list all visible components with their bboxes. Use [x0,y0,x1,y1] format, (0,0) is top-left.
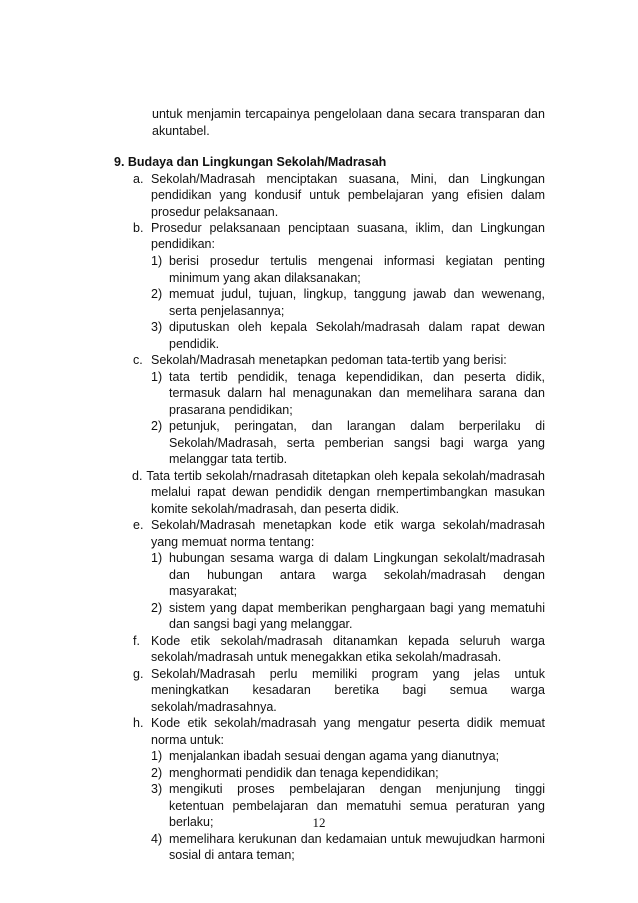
text-line: hubungan sesama warga di dalam Lingkungan sekolalt/madrasah [169,551,545,565]
text-line: pendidikan yang kondusif untuk pembelajaran yang efisien dalam [151,188,545,202]
text-line: mengikuti proses pembelajaran dengan menjunjung tinggi [169,782,545,796]
text-line: Sekolah/Madrasah, serta pemberian sangsi bagi warga yang [169,436,545,450]
text-line: prosedur pelaksanaan. [151,205,279,219]
text-line: yang memuat norma tentang: [151,535,315,549]
text-line: norma untuk: [151,733,224,747]
list-marker: 2) [151,601,163,615]
list-marker: 3) [151,782,163,796]
text-line: dan sangsi bagi yang melanggar. [169,617,353,631]
list-marker: 1) [151,749,163,763]
text-line: sekolah/madrasahnya. [151,700,277,714]
text-line: memuat judul, tujuan, lingkup, tanggung jawab dan wewenang, [169,287,545,301]
text-line: prasarana pendidikan; [169,403,293,417]
text-line: minimum yang akan dilaksanakan; [169,271,361,285]
list-marker: f. [133,634,140,648]
list-marker: g. [133,667,144,681]
text-line: d. Tata tertib sekolah/rnadrasah ditetapkan oleh kepala sekolah/madrasah [132,469,545,483]
text-line: menghormati pendidik dan tenaga kependidikan; [169,766,439,780]
list-marker: h. [133,716,144,730]
text-line: Sekolah/Madrasah menetapkan pedoman tata-tertib yang berisi: [151,353,507,367]
text-line: serta penjelasannya; [169,304,285,318]
list-marker: 4) [151,832,163,846]
text-line: petunjuk, peringatan, dan larangan dalam berperilaku di [169,419,545,433]
list-marker: a. [133,172,144,186]
list-marker: e. [133,518,144,532]
text-line: meningkatkan kesadaran beretika bagi semua warga [151,683,545,697]
text-line: dan hubungan antara warga sekolah/madrasah dengan [169,568,545,582]
text-line: tata tertib pendidik, tenaga kependidikan, dan peserta didik, [169,370,545,384]
text-line: masyarakat; [169,584,238,598]
text-line: Sekolah/Madrasah perlu memiliki program yang jelas untuk [151,667,545,681]
page-number: 12 [312,815,326,830]
list-marker: c. [133,353,143,367]
list-marker: 2) [151,287,163,301]
list-marker: 1) [151,370,163,384]
text-line: melalui rapat dewan pendidik dengan rnempertimbangkan masukan [151,485,545,499]
list-marker: b. [133,221,144,235]
text-line: Kode etik sekolah/madrasah yang mengatur peserta didik memuat [151,716,545,730]
text-line: akuntabel. [152,124,210,138]
text-line: termasuk dalarn hal menagunakan dan memelihara sarana dan [169,386,545,400]
text-line: 9. Budaya dan Lingkungan Sekolah/Madrasah [114,155,387,169]
text-line: berisi prosedur tertulis mengenai informasi kegiatan penting [169,254,545,268]
text-line: pendidik. [169,337,220,351]
list-marker: 3) [151,320,163,334]
text-line: Sekolah/Madrasah menciptakan suasana, Mini, dan Lingkungan [151,172,545,186]
text-line: menjalankan ibadah sesuai dengan agama yang dianutnya; [169,749,500,763]
text-line: berlaku; [169,815,214,829]
text-line: sosial di antara teman; [169,848,295,862]
text-line: Prosedur pelaksanaan penciptaan suasana, iklim, dan Lingkungan [151,221,545,235]
text-line: diputuskan oleh kepala Sekolah/madrasah dalam rapat dewan [169,320,545,334]
list-marker: 1) [151,254,163,268]
text-line: melanggar tata tertib. [169,452,288,466]
list-marker: 2) [151,419,163,433]
text-line: memelihara kerukunan dan kedamaian untuk mewujudkan harmoni [169,832,545,846]
text-line: untuk menjamin tercapainya pengelolaan dana secara transparan dan [152,107,545,121]
list-marker: 2) [151,766,163,780]
text-line: Kode etik sekolah/madrasah ditanamkan kepada seluruh warga [151,634,545,648]
list-marker: 1) [151,551,163,565]
text-line: komite sekolah/madrasah, dan peserta didik. [151,502,400,516]
text-line: ketentuan pembelajaran dan mematuhi semua peraturan yang [169,799,545,813]
text-line: Sekolah/Madrasah menetapkan kode etik warga sekolah/madrasah [151,518,545,532]
text-line: sekolah/madrasah untuk menegakkan etika sekolah/madrasah. [151,650,502,664]
text-line: pendidikan: [151,237,215,251]
text-line: sistem yang dapat memberikan penghargaan bagi yang mematuhi [169,601,545,615]
